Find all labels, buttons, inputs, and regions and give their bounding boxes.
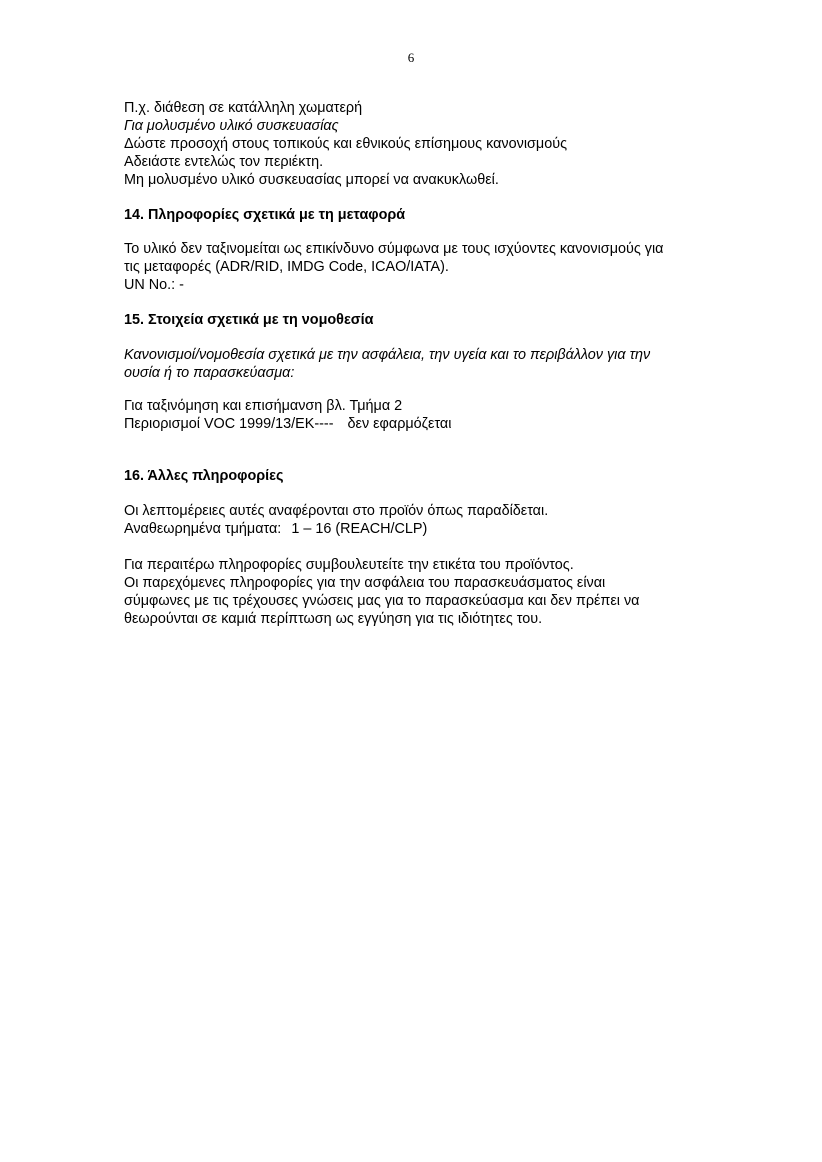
section-14-text-line-2: τις μεταφορές (ADR/RID, IMDG Code, ICAO/IATA). [124,259,449,275]
voc-label: Περιορισμοί VOC 1999/13/ΕΚ---- [124,416,334,432]
voc-value: δεν εφαρμόζεται [347,416,452,432]
disposal-line-3: Δώστε προσοχή στους τοπικούς και εθνικούς επίσημους κανονισμούς [124,136,568,152]
section-16-line-1: Οι λεπτομέρειες αυτές αναφέρονται στο προϊόν όπως παραδίδεται. [124,503,549,519]
document-body [124,99,724,628]
section-16-para2-line-2: Οι παρεχόμενες πληροφορίες για την ασφάλεια του παρασκευάσματος είναι [124,575,606,591]
section-16-para2-line-1: Για περαιτέρω πληροφορίες συμβουλευτείτε την ετικέτα του προϊόντος. [124,557,574,573]
section-14-text-line-1: Το υλικό δεν ταξινομείται ως επικίνδυνο σύμφωνα με τους ισχύοντες κανονισμούς για [124,241,664,257]
section-16-heading: 16. Άλλες πληροφορίες [124,468,284,484]
section-15-heading: 15. Στοιχεία σχετικά με τη νομοθεσία [124,312,374,328]
section-15-intro-line-2: ουσία ή το παρασκεύασμα: [124,365,295,381]
revised-label: Αναθεωρημένα τμήματα: [124,521,282,537]
disposal-line-4: Αδειάστε εντελώς τον περιέκτη. [124,154,324,170]
contaminated-packaging-label: Για μολυσμένο υλικό συσκευασίας [124,118,339,134]
section-14-heading: 14. Πληροφορίες σχετικά με τη μεταφορά [124,207,406,223]
section-15-intro-line-1: Κανονισμοί/νομοθεσία σχετικά με την ασφάλεια, την υγεία και το περιβάλλον για την [124,347,651,363]
section-15-classification: Για ταξινόμηση και επισήμανση βλ. Τμήμα 2 [124,398,403,414]
revised-value: 1 – 16 (REACH/CLP) [291,521,428,537]
disposal-line-1: Π.χ. διάθεση σε κατάλληλη χωματερή [124,100,363,116]
section-14-un-no: UN No.: - [124,277,184,293]
page-number: 6 [407,50,415,65]
section-16-para2-line-3: σύμφωνες με τις τρέχουσες γνώσεις μας για το παρασκεύασμα και δεν πρέπει να [124,593,640,609]
section-16-revised-row [124,520,724,538]
disposal-line-5: Μη μολυσμένο υλικό συσκευασίας μπορεί να ανακυκλωθεί. [124,172,499,188]
section-16-para2-line-4: θεωρούνται σε καμιά περίπτωση ως εγγύηση για τις ιδιότητες του. [124,611,543,627]
section-15-voc-row [124,415,724,433]
